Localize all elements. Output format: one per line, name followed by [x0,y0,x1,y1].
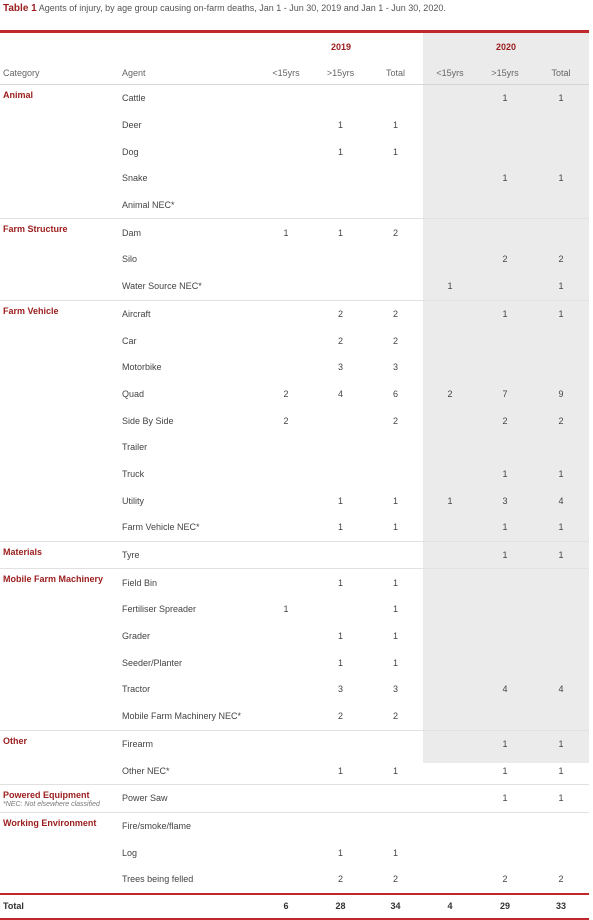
value-cell: 1 [477,784,533,812]
value-cell: 1 [392,146,398,157]
value-cell [477,273,533,300]
value-cell [423,112,477,139]
agent-cell: Cattle [122,93,146,104]
value-cell [259,703,313,730]
value-cell: 1 [447,495,453,506]
value-cell: 1 [423,273,477,300]
category-cell [0,381,118,408]
category-cell: Farm Structure [3,224,68,235]
agent-cell: Trees being felled [118,866,259,894]
value-cell: 1 [558,468,564,479]
value-cell [533,192,589,219]
value-cell: 1 [337,120,343,131]
value-cell: <15yrs [423,61,477,85]
value-cell [423,623,477,650]
value-cell: 1 [392,604,398,615]
table-row [0,273,589,300]
value-cell [313,812,368,839]
value-cell [477,138,533,165]
value-cell: 4 [558,684,564,695]
value-cell [259,112,313,139]
table-title [3,3,446,14]
value-cell [423,434,477,461]
value-cell [368,784,423,812]
category-cell [0,757,118,784]
value-cell: 1 [313,514,368,541]
value-cell: 1 [392,577,398,588]
value-cell [368,165,423,192]
category-cell [0,461,118,488]
value-cell: >15yrs [477,61,533,85]
value-cell: 1 [392,631,398,642]
value-cell [259,649,313,676]
value-cell: 2 [392,335,398,346]
value-cell [477,327,533,354]
value-cell: 3 [337,362,343,373]
table-row [0,138,589,165]
value-cell [259,138,313,165]
value-cell [423,300,477,327]
table-number: Table 1 [3,3,37,14]
value-cell [423,138,477,165]
value-cell: 1 [337,495,343,506]
value-cell [368,85,423,112]
agent-cell: Snake [122,173,148,184]
value-cell [368,461,423,488]
value-cell [423,569,477,596]
value-cell: 2 [337,335,343,346]
category-cell [0,866,118,894]
table-row [0,192,589,219]
category-cell: Materials [0,541,118,569]
value-cell: 1 [283,604,289,615]
value-cell [533,138,589,165]
value-cell [368,541,423,569]
category-cell [0,354,118,381]
value-cell: 2 [283,388,289,399]
category-cell: Mobile Farm Machinery [3,574,104,585]
value-cell: 1 [337,577,343,588]
category-cell [0,192,118,219]
table-row [0,730,589,757]
value-cell: 2 [313,866,368,894]
category-cell: Powered Equipment [0,784,118,812]
table-row [0,219,589,246]
value-cell: 2 [368,703,423,730]
footnote: *NEC: Not elsewhere classified [3,801,100,808]
table-row [0,866,589,894]
value-cell: 1 [477,514,533,541]
value-cell: 1 [392,495,398,506]
value-cell [259,354,313,381]
value-cell: 2 [337,308,343,319]
value-cell [423,354,477,381]
agent-cell: Aircraft [122,308,151,319]
agent-cell: Grader [122,631,151,642]
category-cell [0,138,118,165]
value-cell: 9 [558,388,564,399]
value-cell [313,246,368,273]
agent-cell: Agent [118,61,259,85]
agent-cell: Motorbike [122,362,162,373]
category-cell [0,407,118,434]
category-cell [0,676,118,703]
table-row [0,623,589,650]
value-cell [259,866,313,894]
value-cell [259,784,313,812]
category-cell: Animal [3,90,34,100]
value-cell: 1 [502,308,508,319]
agent-cell: Trailer [122,442,148,453]
table-row [0,246,589,273]
table-row [0,569,589,596]
value-cell: 1 [392,120,398,131]
table-row [0,327,589,354]
value-cell: 2 [392,308,398,319]
table-row [0,487,589,514]
table-row [0,676,589,703]
value-cell [423,676,477,703]
agent-cell: Fire/smoke/flame [122,820,192,831]
agent-cell: Farm Vehicle NEC* [118,514,259,541]
value-cell: 1 [337,227,343,238]
value-cell: 3 [392,362,398,373]
value-cell [423,407,477,434]
value-cell: 2 [392,227,398,238]
value-cell: 1 [368,514,423,541]
value-cell [533,219,589,246]
category-cell [0,649,118,676]
value-cell: 2 [313,703,368,730]
value-cell [259,434,313,461]
value-cell: 2 [392,415,398,426]
value-cell: 1 [502,93,508,104]
value-cell [533,354,589,381]
value-cell [533,112,589,139]
value-cell [423,839,477,866]
value-cell: Total [533,61,589,85]
value-cell [259,730,313,757]
value-cell [259,514,313,541]
value-cell [259,487,313,514]
value-cell [533,839,589,866]
value-cell: 4 [337,388,343,399]
value-cell [423,596,477,623]
table-row [0,461,589,488]
agent-cell: Mobile Farm Machinery NEC* [118,703,259,730]
value-cell: 2 [533,866,589,894]
value-cell [259,676,313,703]
table-row [0,812,589,839]
value-cell [477,839,533,866]
agent-cell: Fertiliser Spreader [122,604,197,615]
value-cell [313,541,368,569]
value-cell: 1 [477,757,533,784]
value-cell [313,461,368,488]
agent-cell: Side By Side [122,415,174,426]
table-row [0,112,589,139]
value-cell [313,85,368,112]
category-cell [0,327,118,354]
value-cell: 1 [533,541,589,569]
table-row [0,354,589,381]
value-cell: 2 [283,415,289,426]
value-cell [423,541,477,569]
value-cell [368,246,423,273]
value-cell [259,541,313,569]
agent-cell: Animal NEC* [118,192,259,219]
value-cell [423,784,477,812]
value-cell [259,165,313,192]
value-cell [423,649,477,676]
category-cell [0,165,118,192]
value-cell [423,461,477,488]
category-cell [0,487,118,514]
table-row [0,514,589,541]
value-cell [533,569,589,596]
category-cell: Farm Vehicle [3,305,59,316]
value-cell [423,85,477,112]
value-cell: >15yrs [313,61,368,85]
value-cell: 1 [337,847,343,858]
value-cell [259,812,313,839]
value-cell [313,407,368,434]
value-cell [477,354,533,381]
agent-cell: Silo [122,254,138,265]
value-cell: 1 [283,227,289,238]
value-cell: 3 [337,684,343,695]
agent-cell: Tyre [118,541,259,569]
value-cell [259,300,313,327]
table-row [0,434,589,461]
value-cell [259,246,313,273]
value-cell [533,703,589,730]
value-cell [313,273,368,300]
value-cell: 1 [558,308,564,319]
value-cell: 28 [313,894,368,919]
value-cell: 4 [423,894,477,919]
value-cell [477,812,533,839]
value-cell [313,434,368,461]
category-cell [0,596,118,623]
value-cell [477,703,533,730]
value-cell: <15yrs [259,61,313,85]
value-cell [477,569,533,596]
category-cell: Working Environment [3,817,97,828]
value-cell [259,327,313,354]
agent-cell: Other NEC* [118,757,259,784]
value-cell: 1 [558,738,564,749]
value-cell [423,165,477,192]
agent-cell: Quad [122,388,145,399]
value-cell [477,112,533,139]
category-cell [0,434,118,461]
category-cell [0,246,118,273]
table-row [0,541,589,569]
value-cell [259,757,313,784]
value-cell [313,730,368,757]
category-cell [0,839,118,866]
value-cell: 1 [337,146,343,157]
value-cell [259,85,313,112]
value-cell [313,596,368,623]
value-cell: 1 [337,631,343,642]
value-cell [477,434,533,461]
value-cell: 1 [558,173,564,184]
value-cell [423,703,477,730]
value-cell [313,784,368,812]
value-cell: 1 [533,273,589,300]
value-cell [368,434,423,461]
table-row [0,381,589,408]
value-cell [423,246,477,273]
header-row [0,61,589,85]
table-row [0,703,589,730]
value-cell: 2 [368,866,423,894]
category-cell [0,703,118,730]
value-cell [423,514,477,541]
value-cell [368,812,423,839]
value-cell: 2 [502,254,508,265]
value-cell [368,192,423,219]
value-cell: 2 [502,415,508,426]
value-cell [533,812,589,839]
agent-cell [118,894,259,919]
value-cell [423,812,477,839]
value-cell [533,434,589,461]
value-cell: 1 [533,784,589,812]
injury-agents-table [0,61,589,920]
value-cell [259,569,313,596]
value-cell [533,596,589,623]
value-cell: 4 [502,684,508,695]
value-cell: 1 [502,738,508,749]
table-caption: Agents of injury, by age group causing on-farm deaths, Jan 1 - Jun 30, 2019 and Jan 1 - Jun 30, 2020. [38,3,446,13]
agent-cell: Field Bin [122,577,158,588]
value-cell [313,165,368,192]
value-cell: 1 [502,173,508,184]
agent-cell: Truck [122,468,145,479]
value-cell: 1 [558,93,564,104]
value-cell: 1 [533,514,589,541]
category-cell [0,273,118,300]
value-cell [313,192,368,219]
value-cell: 7 [502,388,508,399]
agent-cell: Tractor [122,684,151,695]
value-cell [533,327,589,354]
value-cell: 2 [447,388,453,399]
value-cell [423,866,477,894]
agent-cell: Water Source NEC* [118,273,259,300]
value-cell: 1 [313,757,368,784]
agent-cell: Log [122,847,138,858]
value-cell: 2 [558,415,564,426]
value-cell [259,192,313,219]
year-2020-header: 2020 [495,42,517,52]
value-cell: 4 [558,495,564,506]
value-cell: 2 [558,254,564,265]
value-cell: 1 [368,757,423,784]
value-cell [533,623,589,650]
value-cell: 3 [502,495,508,506]
value-cell [477,623,533,650]
value-cell: 1 [477,541,533,569]
value-cell: 1 [337,657,343,668]
value-cell: 29 [477,894,533,919]
agent-cell: Firearm [122,738,153,749]
category-cell [0,514,118,541]
agent-cell: Utility [122,495,144,506]
value-cell [259,623,313,650]
year-2019-header: 2019 [330,42,352,52]
agent-cell: Power Saw [118,784,259,812]
value-cell: 34 [368,894,423,919]
agent-cell: Dog [122,146,139,157]
value-cell [368,730,423,757]
value-cell [423,730,477,757]
total-row [0,894,589,919]
table-row [0,839,589,866]
value-cell: 1 [533,757,589,784]
value-cell: 1 [392,847,398,858]
value-cell: 2 [477,866,533,894]
agent-cell: Seeder/Planter [122,657,183,668]
value-cell [477,192,533,219]
value-cell [423,327,477,354]
table-row [0,757,589,784]
category-cell: Total [0,894,118,919]
table-row [0,407,589,434]
table-row [0,596,589,623]
value-cell: 1 [392,657,398,668]
value-cell: 33 [533,894,589,919]
value-cell [259,461,313,488]
value-cell [477,596,533,623]
value-cell [259,839,313,866]
category-cell: Category [0,61,118,85]
value-cell: 6 [392,388,398,399]
table-row [0,165,589,192]
value-cell [259,273,313,300]
value-cell: 6 [259,894,313,919]
table-row [0,649,589,676]
agent-cell: Deer [122,120,142,131]
category-cell: Other [3,735,28,746]
value-cell: 3 [392,684,398,695]
category-cell [0,112,118,139]
value-cell [368,273,423,300]
value-cell: Total [368,61,423,85]
value-cell [533,649,589,676]
value-cell [423,757,477,784]
agent-cell: Dam [122,227,142,238]
table-row [0,85,589,112]
value-cell [423,192,477,219]
value-cell [477,219,533,246]
value-cell [477,649,533,676]
value-cell: 1 [502,468,508,479]
category-cell [0,623,118,650]
table-row [0,300,589,327]
value-cell [423,219,477,246]
agent-cell: Car [122,335,137,346]
